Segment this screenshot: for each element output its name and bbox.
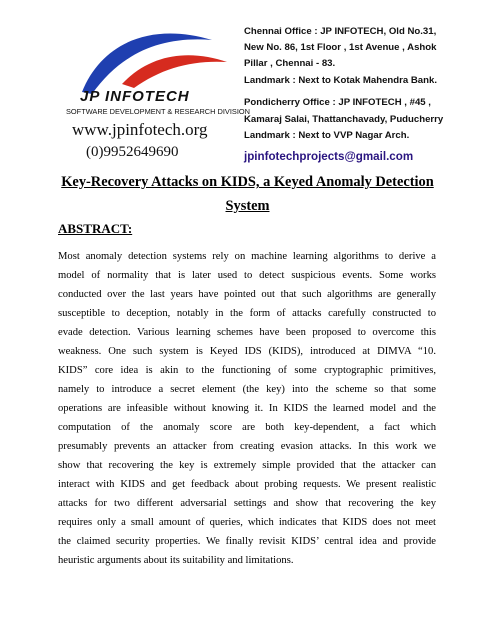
chennai-address-line: New No. 86, 1st Floor , 1st Avenue , Ashok	[244, 42, 437, 53]
pondicherry-address-line: Landmark : Next to VVP Nagar Arch.	[244, 130, 410, 141]
email-text: jpinfotechprojects@gmail.com	[244, 150, 414, 163]
abstract-line: weakness. One such system is Keyed IDS (KIDS), introduced at DIMVA “10.	[58, 346, 436, 357]
letterhead	[0, 0, 495, 170]
abstract-line: presumably prevents an attacker from creating evasion attacks. In this work we	[58, 441, 436, 452]
document-title-line: System	[225, 198, 270, 214]
abstract-line: conducted over the last years have pointed out that such algorithms are generally	[58, 289, 436, 300]
abstract-line: computation of the anomaly score are both key-dependent, a fact which	[58, 422, 436, 433]
abstract-line: model of normality that is later used to detect suspicious events. Some works	[58, 270, 436, 281]
abstract-line: attacks for two different adversarial settings and show that recovering the key	[58, 498, 436, 509]
abstract-line: KIDS” core idea is akin to the functioning of some cryptographic primitives,	[58, 365, 436, 376]
abstract-heading: ABSTRACT:	[58, 221, 133, 236]
logo-red-swoosh	[122, 55, 227, 88]
pondicherry-address-line: Kamaraj Salai, Thattanchavady, Puducherry	[244, 114, 444, 125]
abstract-line: susceptible to deception, notably in the form of attacks carefully constructed to	[58, 308, 436, 319]
document-title-line: Key-Recovery Attacks on KIDS, a Keyed Anomaly Detection	[61, 174, 434, 190]
chennai-address-line: Pillar , Chennai - 83.	[244, 58, 336, 69]
abstract-line: interact with KIDS and get feedback about probing requests. We present realistic	[58, 479, 436, 490]
chennai-address-line: Chennai Office : JP INFOTECH, Old No.31,	[244, 26, 437, 37]
abstract-line: show that recovering the key is extremely simple provided that the attacker can	[58, 460, 436, 471]
abstract-line: operations are infeasible without knowing it. In KIDS the learned model and the	[58, 403, 436, 414]
abstract-line: heuristic arguments about its suitability and limitations.	[58, 555, 294, 566]
abstract-line: evade detection. Various learning schemes have been proposed to overcome this	[58, 327, 436, 338]
brand-name: JP INFOTECH	[80, 88, 190, 105]
phone-text: (0)9952649690	[86, 144, 179, 160]
abstract-line: requires only a small amount of queries, which indicates that KIDS does not meet	[58, 517, 436, 528]
abstract-line: namely to introduce a secret element (the key) into the scheme so that some	[58, 384, 436, 395]
abstract-line: Most anomaly detection systems rely on machine learning algorithms to derive a	[58, 251, 436, 262]
website-text: www.jpinfotech.org	[72, 120, 208, 139]
pondicherry-address-line: Pondicherry Office : JP INFOTECH , #45 ,	[244, 97, 431, 108]
logo-blue-swoosh	[82, 33, 212, 94]
chennai-address-line: Landmark : Next to Kotak Mahendra Bank.	[244, 75, 437, 86]
abstract-line: the claimed security properties. We finally revisit KIDS’ central idea and provide	[58, 536, 436, 547]
division-text: SOFTWARE DEVELOPMENT & RESEARCH DIVISION	[66, 107, 250, 116]
